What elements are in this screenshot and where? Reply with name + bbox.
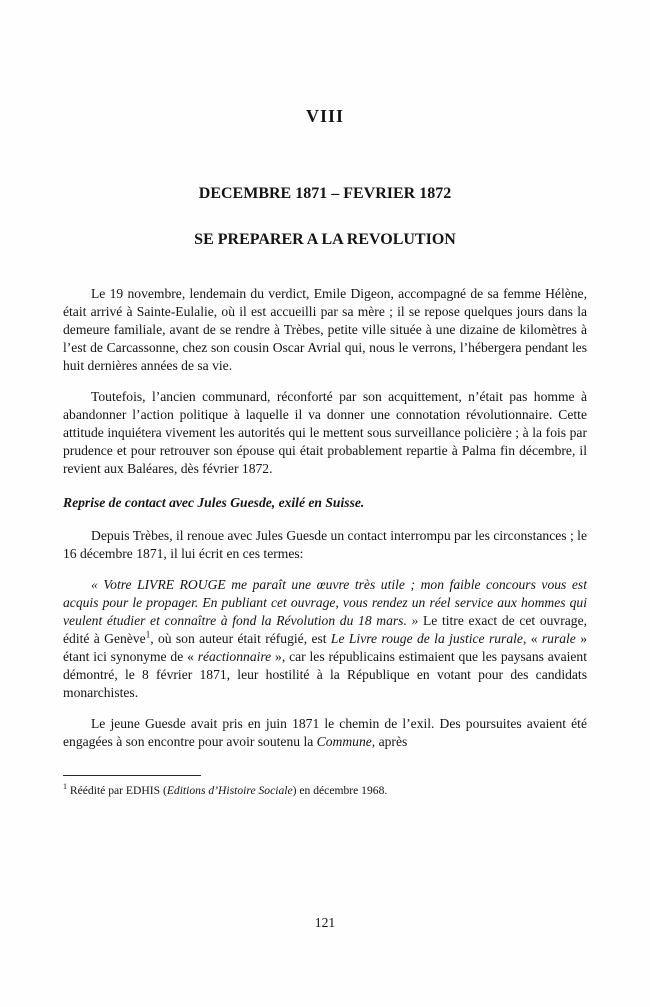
para4-roman-3: , « bbox=[522, 631, 542, 646]
footnote-marker-1: 1 bbox=[63, 782, 67, 792]
para5-roman-2: après bbox=[375, 734, 408, 749]
paragraph-5 bbox=[63, 715, 587, 751]
word-rurale: rurale bbox=[541, 631, 576, 646]
footnote-text-2: ) en décembre 1968. bbox=[292, 784, 388, 797]
footnote-publisher-italic: Editions d’Histoire Sociale bbox=[166, 784, 293, 797]
footnote-reference-1: 1 bbox=[145, 629, 151, 640]
para5-roman-1: Le jeune Guesde avait pris en juin 1871 le chemin de l’exil. Des poursuites avaient été engagées à son encontre pour avoir soutenu la bbox=[63, 716, 587, 749]
paragraph-1: Le 19 novembre, lendemain du verdict, Emile Digeon, accompagné de sa femme Hélène, était arrivé à Sainte-Eulalie, où il est accueilli par sa mère ; il se repose quelques jours dans la demeure familiale, avant de se rendre à Trèbes, petite ville située à une dizaine de kilomètres à l’est de Carcassonne, chez son cousin Oscar Avrial qui, nous le verrons, l’hébergera pendant les huit dernières années de sa vie. bbox=[63, 286, 587, 373]
section-heading: Reprise de contact avec Jules Guesde, exilé en Suisse. bbox=[63, 495, 365, 510]
letter-quote-text: « Votre LIVRE ROUGE me paraît une œuvre très utile ; mon faible concours vous est acquis pour le propager. En publiant cet ouvrage, vous rendez un réel service aux hommes qui veulent étudier et connaître à fond la Révolution du 18 mars. » bbox=[63, 577, 587, 628]
word-reactionnaire: réactionnaire bbox=[197, 649, 272, 664]
chapter-title-dates: DECEMBRE 1871 – FEVRIER 1872 bbox=[198, 185, 452, 202]
page-number: 121 bbox=[314, 915, 336, 930]
paragraph-2: Toutefois, l’ancien communard, réconforté par son acquittement, n’était pas homme à abandonner l’action politique à laquelle il va donner une connotation révolutionnaire. Cette attitude inquiétera vivement les autorités qui le mettent sous surveillance policière ; à la fois par prudence et pour retrouver son épouse qui était probablement repartie à Palma fin décembre, il revient aux Baléares, dès février 1872. bbox=[63, 389, 587, 476]
word-commune: Commune, bbox=[316, 734, 376, 749]
chapter-title-subtitle: SE PREPARER A LA REVOLUTION bbox=[194, 231, 456, 248]
paragraph-4 bbox=[63, 576, 587, 702]
para4-roman-4: » étant ici synonyme de « bbox=[63, 631, 587, 664]
chapter-number: VIII bbox=[305, 106, 344, 126]
footnote-separator-rule bbox=[63, 775, 201, 776]
para4-roman-5: », car les républicains estimaient que les paysans avaient démontré, le 8 février 1871, leur hostilité à la République en votant pour des candidats monarchistes. bbox=[63, 649, 587, 700]
body-text bbox=[63, 285, 587, 751]
footnote-1 bbox=[63, 783, 587, 798]
para4-roman-1: Le titre exact de cet ouvrage, édité à Genève bbox=[63, 613, 587, 646]
para4-roman-2: , où son auteur était réfugié, est bbox=[150, 631, 331, 646]
book-title-livre-rouge: Le Livre rouge de la justice rurale bbox=[330, 631, 523, 646]
paragraph-3: Depuis Trèbes, il renoue avec Jules Guesde un contact interrompu par les circonstances ; le 16 décembre 1871, il lui écrit en ces termes: bbox=[63, 528, 587, 561]
footnote-text-1: Réédité par EDHIS ( bbox=[67, 784, 167, 797]
